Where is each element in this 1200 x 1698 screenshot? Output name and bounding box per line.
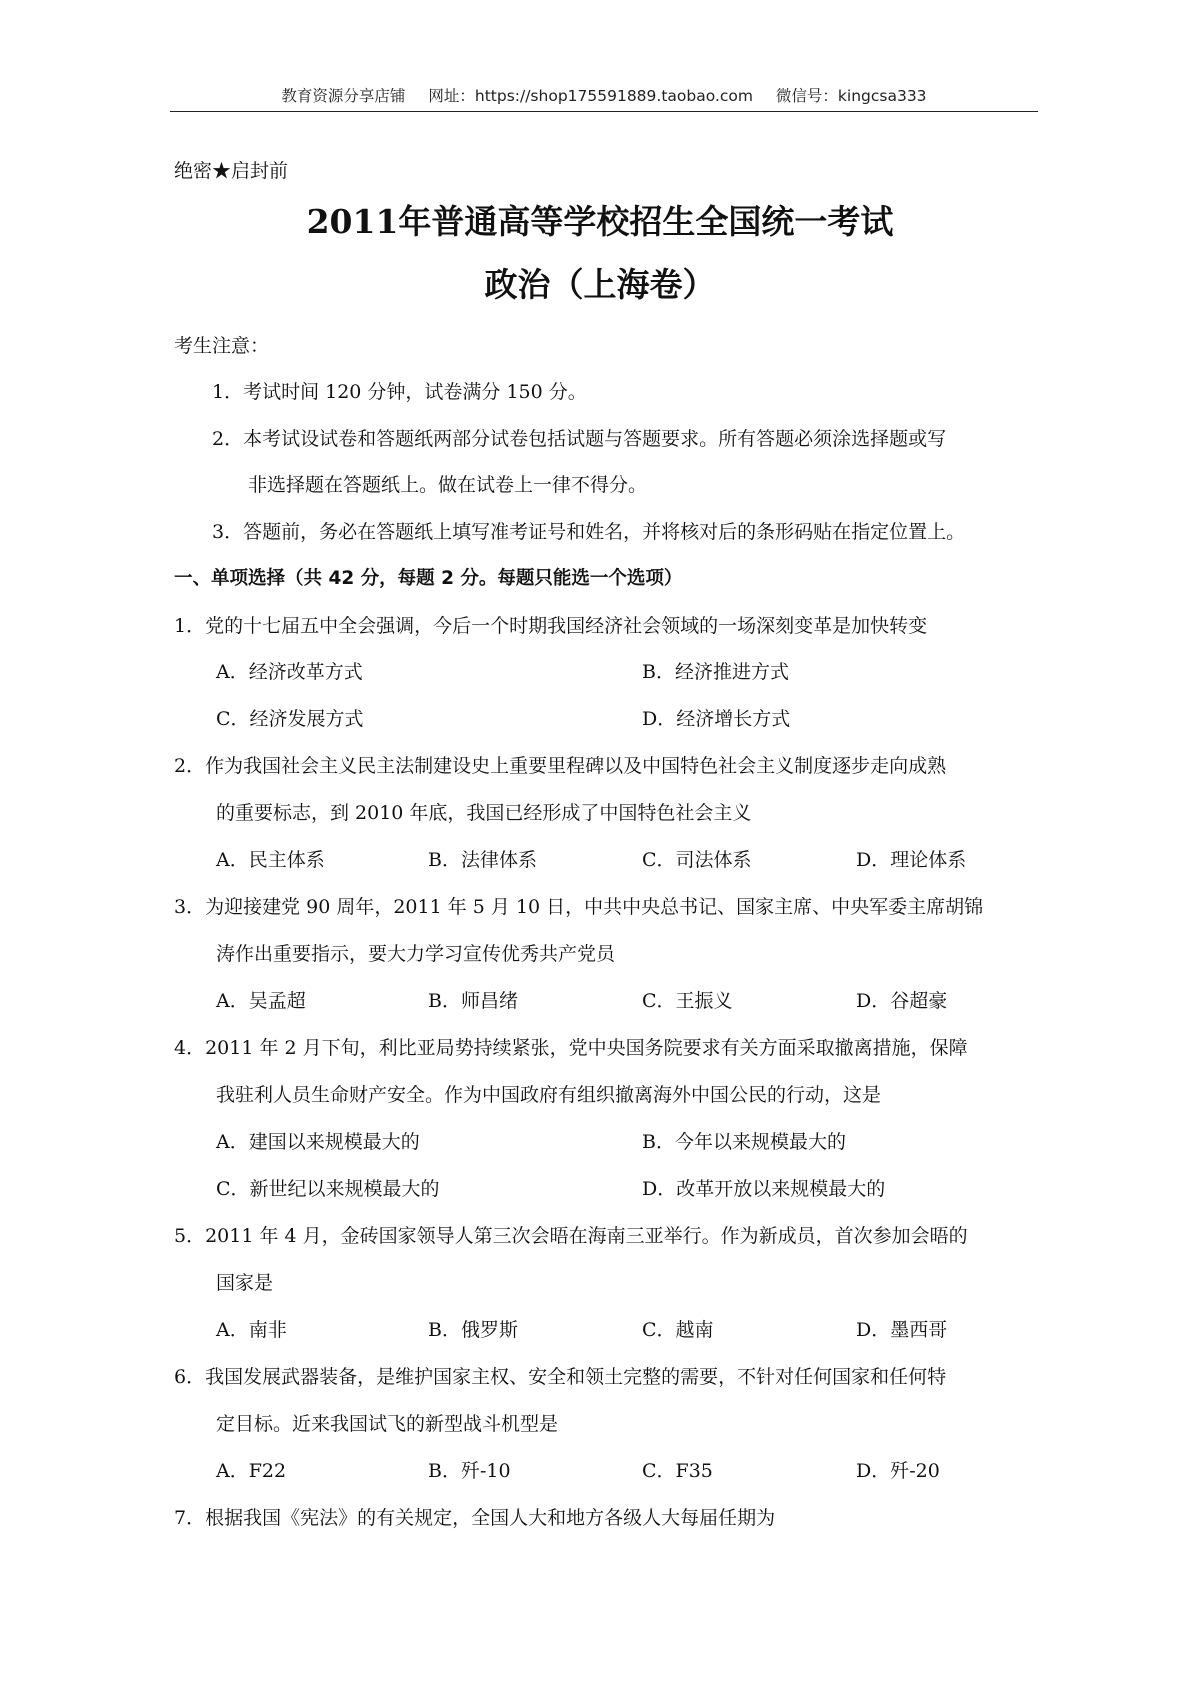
secret-mark: 绝密★启封前 [174,160,289,182]
option-a: A．吴孟超 [216,990,306,1012]
option-c: C．王振义 [642,990,733,1012]
option-a: A．民主体系 [216,849,325,871]
option-a: A．F22 [216,1460,287,1482]
option-c: C．F35 [642,1460,713,1482]
option-d: D．谷超豪 [856,990,948,1012]
question-options [174,1321,1044,1345]
option-c: C．经济发展方式 [216,708,364,730]
notice-heading: 考生注意： [174,335,270,357]
question-text: 6．我国发展武器装备，是维护国家主权、安全和领土完整的需要，不针对任何国家和任何特 [174,1366,947,1388]
option-a: A．南非 [216,1319,287,1341]
question-options [174,1180,1044,1204]
exam-title: 2011年普通高等学校招生全国统一考试 [306,202,894,241]
option-d: D．改革开放以来规模最大的 [642,1178,886,1200]
option-d: D．墨西哥 [856,1319,948,1341]
exam-subtitle: 政治（上海卷） [484,265,716,304]
question-text-continued: 国家是 [216,1272,274,1294]
notice-item: 2．本考试设试卷和答题纸两部分试卷包括试题与答题要求。所有答题必须涂选择题或写 [212,428,947,450]
question-text-continued: 定目标。近来我国试飞的新型战斗机型是 [216,1413,559,1435]
question-text-continued: 我驻利人员生命财产安全。作为中国政府有组织撤离海外中国公民的行动，这是 [216,1084,882,1106]
question-options [174,1462,1044,1486]
question-text-continued: 的重要标志，到 2010 年底，我国已经形成了中国特色社会主义 [216,802,752,824]
option-d: D．理论体系 [856,849,967,871]
question-text: 3．为迎接建党 90 周年，2011 年 5 月 10 日，中共中央总书记、国家主席、中央军委主席胡锦 [174,896,984,918]
option-b: B．俄罗斯 [428,1319,518,1341]
question-text: 4．2011 年 2 月下旬，利比亚局势持续紧张，党中央国务院要求有关方面采取撤离措施，保障 [174,1037,968,1059]
option-d: D．歼-20 [856,1460,940,1482]
question-text: 2．作为我国社会主义民主法制建设史上重要里程碑以及中国特色社会主义制度逐步走向成熟 [174,755,947,777]
question-options [174,1133,1044,1157]
option-c: C．司法体系 [642,849,752,871]
option-b: B．法律体系 [428,849,537,871]
question-text-continued: 涛作出重要指示，要大力学习宣传优秀共产党员 [216,943,616,965]
option-a: A．经济改革方式 [216,661,363,683]
question-options [174,992,1044,1016]
question-text: 1．党的十七届五中全会强调，今后一个时期我国经济社会领域的一场深刻变革是加快转变 [174,615,928,637]
option-b: B．师昌绪 [428,990,518,1012]
option-b: B．今年以来规模最大的 [642,1131,846,1153]
option-c: C．新世纪以来规模最大的 [216,1178,440,1200]
page-header [170,84,1038,106]
question-text: 7．根据我国《宪法》的有关规定，全国人大和地方各级人大每届任期为 [174,1507,776,1529]
notice-item-continued: 非选择题在答题纸上。做在试卷上一律不得分。 [248,474,648,496]
header-divider [170,111,1038,112]
question-options [174,710,1044,734]
option-c: C．越南 [642,1319,714,1341]
header-shop: 教育资源分享店铺 [281,87,406,105]
section-heading: 一、单项选择（共 42 分，每题 2 分。每题只能选一个选项） [174,568,683,589]
option-d: D．经济增长方式 [642,708,791,730]
option-b: B．歼-10 [428,1460,511,1482]
option-b: B．经济推进方式 [642,661,789,683]
question-options [174,851,1044,875]
option-a: A．建国以来规模最大的 [216,1131,420,1153]
question-options [174,663,1044,687]
notice-item: 1．考试时间 120 分钟，试卷满分 150 分。 [212,381,587,403]
question-text: 5．2011 年 4 月，金砖国家领导人第三次会晤在海南三亚举行。作为新成员，首次参加会晤的 [174,1225,968,1247]
header-site: 网址：https://shop175591889.taobao.com [428,87,753,105]
notice-item: 3．答题前，务必在答题纸上填写准考证号和姓名，并将核对后的条形码贴在指定位置上。 [212,521,966,543]
header-wechat: 微信号：kingcsa333 [775,87,927,105]
